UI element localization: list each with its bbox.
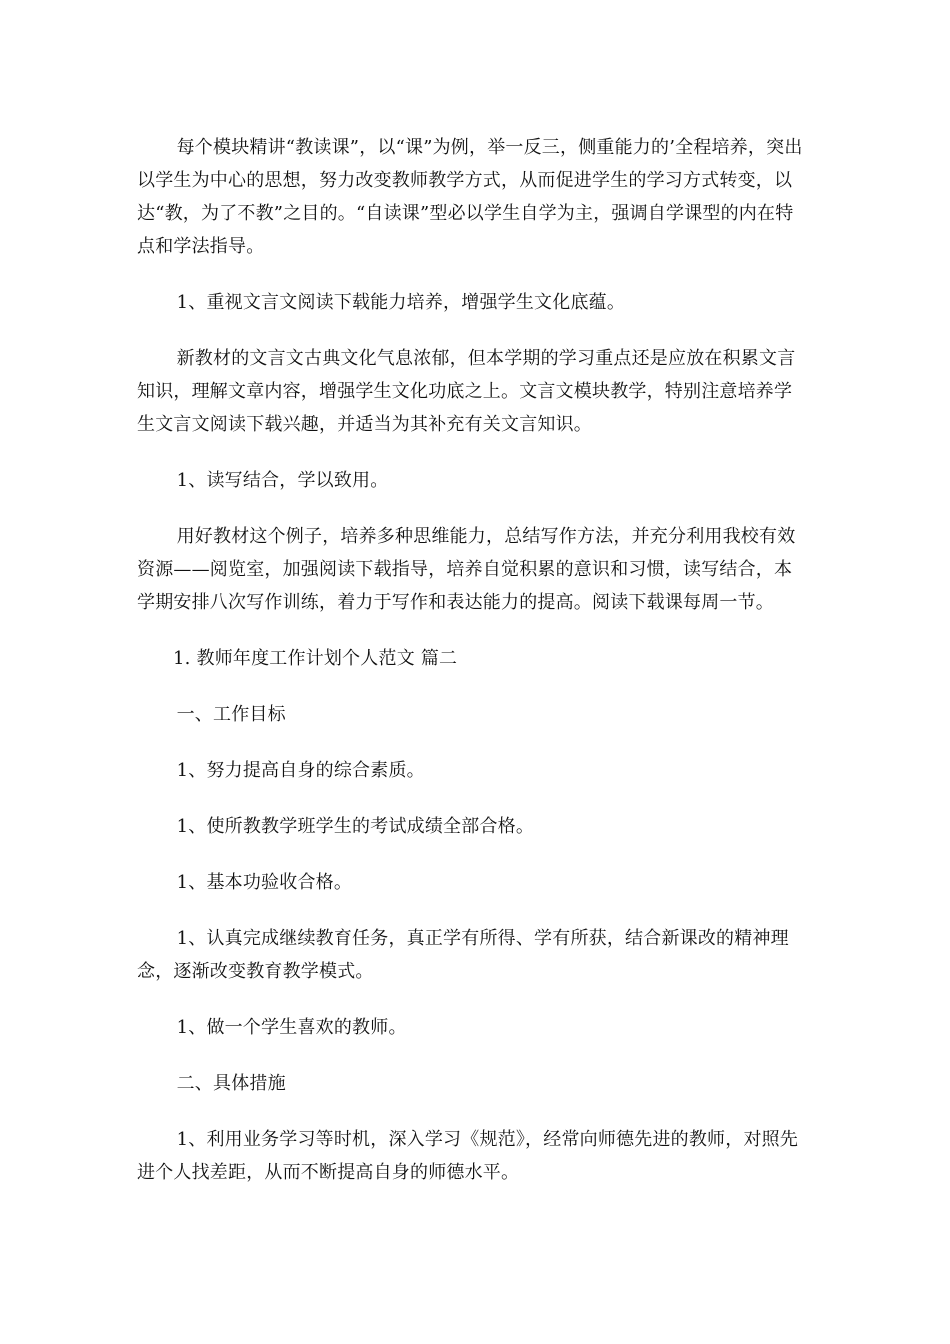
paragraph-goal-liked: 1、做一个学生喜欢的教师。 (176, 1017, 407, 1038)
paragraph-goal-education: 1、认真完成继续教育任务，真正学有所得、学有所获，结合新课改的精神理念，逐渐改变教育教学模式。 (137, 928, 789, 982)
paragraph-goal-quality: 1、努力提高自身的综合素质。 (176, 760, 425, 781)
section-title: 1. 教师年度工作计划个人范文 篇二 (173, 648, 458, 669)
paragraph-goals-heading: 一、工作目标 (176, 704, 286, 725)
paragraph-measures-heading: 二、具体措施 (176, 1073, 286, 1094)
paragraph-reading-writing: 1、读写结合，学以致用。 (176, 470, 389, 491)
paragraph-classical-text: 新教材的文言文古典文化气息浓郁，但本学期的学习重点还是应放在积累文言知识，理解文章内容，增强学生文化功底之上。文言文模块教学，特别注意培养学生文言文阅读下载兴趣，并适当为其补充有关文言知识。 (137, 348, 796, 435)
paragraph-measure-study: 1、利用业务学习等时机，深入学习《规范》，经常向师德先进的教师，对照先进个人找差距，从而不断提高自身的师德水平。 (137, 1129, 799, 1183)
paragraph-classical-reading: 1、重视文言文阅读下载能力培养，增强学生文化底蕴。 (176, 292, 626, 313)
paragraph-goal-skill: 1、基本功验收合格。 (176, 872, 353, 893)
paragraph-textbook-use: 用好教材这个例子，培养多种思维能力，总结写作方法，并充分利用我校有效资源——阅览室，加强阅读下载指导，培养自觉积累的意识和习惯，读写结合，本学期安排八次写作训练，着力于写作和表达能力的提高。阅读下载课每周一节。 (137, 526, 796, 613)
paragraph-goal-exam: 1、使所教教学班学生的考试成绩全部合格。 (176, 816, 535, 837)
document-body (137, 131, 809, 1189)
paragraph-intro: 每个模块精讲“教读课”，以“课”为例，举一反三，侧重能力的’全程培养，突出以学生为中心的思想，努力改变教师教学方式，从而促进学生的学习方式转变，以达“教，为了不教”之目的。“自读课”型必以学生自学为主，强调自学课型的内在特点和学法指导。 (137, 137, 803, 257)
